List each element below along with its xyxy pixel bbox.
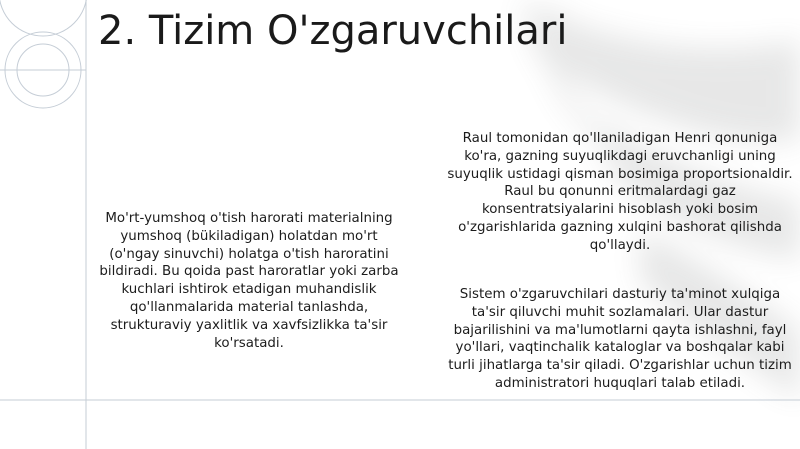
- brittle-transition-paragraph: Mo'rt-yumshoq o'tish harorati materialning yumshoq (bükiladigan) holatdan mo'rt (o'ngay sinuvchi) holatga o'tish haroratini bildiradi. Bu qoida past haroratlar yoki zarba kuchlari ishtirok etadigan muhandislik qo'llanmalarida material tanlashda, strukturaviy yaxlitlik va xavfsizlikka ta'sir ko'rsatadi.: [99, 211, 399, 351]
- henry-law-paragraph: Raul tomonidan qo'llaniladigan Henri qonuniga ko'ra, gazning suyuqlikdagi eruvchanligi uning suyuqlik ustidagi qisman bosimiga proportsionaldir. Raul bu qonunni eritmalardagi gaz konsentratsiyalarini hisoblash yoki bosim o'zgarishlarida gazning xulqini bashorat qilishda qo'llaydi.: [447, 131, 793, 253]
- slide-title: 2. Tizim O'zgaruvchilari: [98, 8, 568, 54]
- system-variables-paragraph: Sistem o'zgaruvchilari dasturiy ta'minot xulqiga ta'sir qiluvchi muhit sozlamalari. Ular dastur bajarilishini va ma'lumotlarni qayta ishlashni, fayl yo'llari, vaqtinchalik kataloglar va boshqalar kabi turli jihatlarga ta'sir qiladi. O'zgarishlar uchun tizim administratori huquqlari talab etiladi.: [448, 287, 792, 391]
